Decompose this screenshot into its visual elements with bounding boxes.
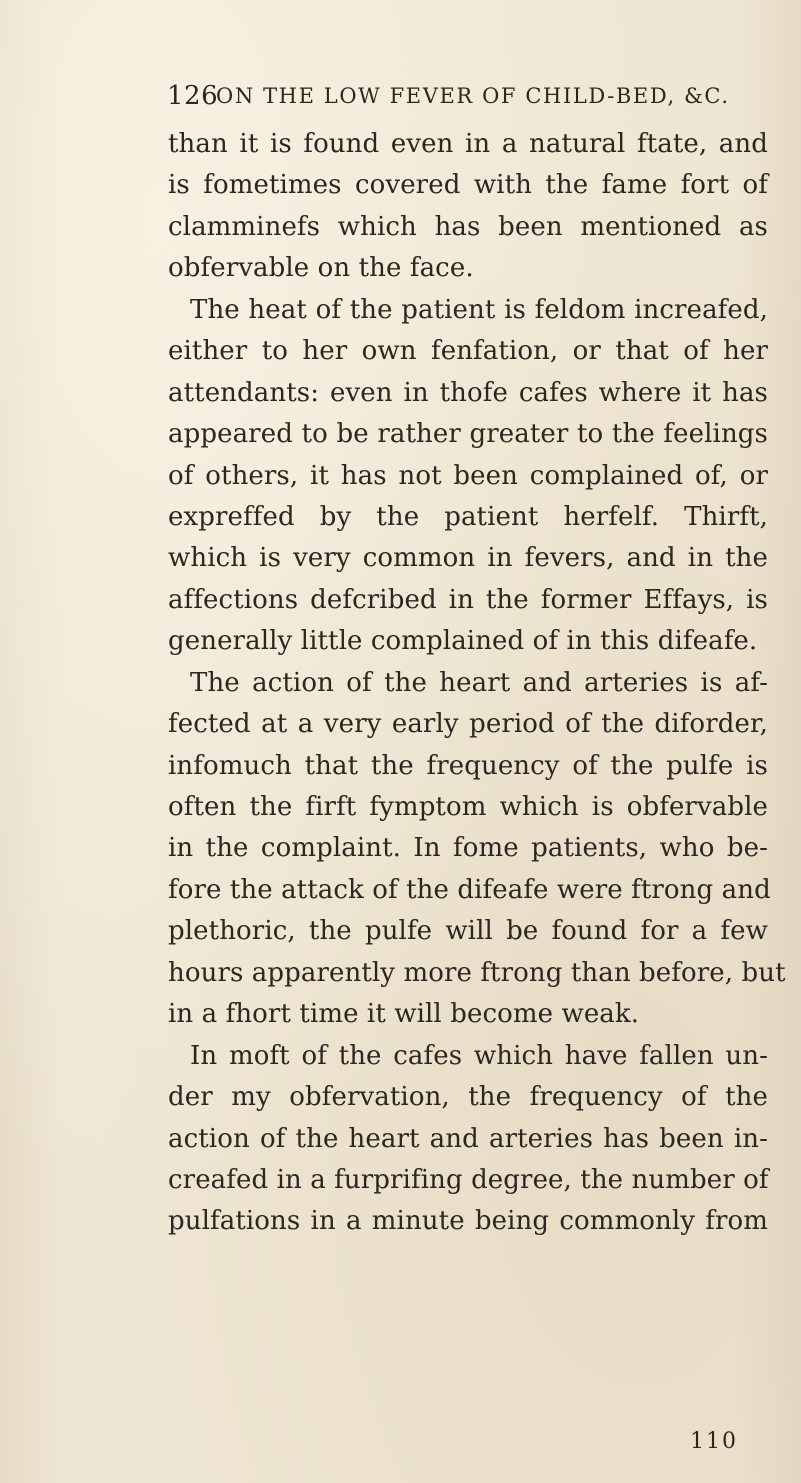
text-line: generally little complained of in this difeafe. [168, 626, 758, 657]
text-line: action of the heart and arteries has been in- [168, 1123, 768, 1154]
text-line: attendants: even in thofe cafes where it has [168, 377, 768, 408]
text-line: is fometimes covered with the fame fort of [168, 170, 768, 201]
text-line: pulfations in a minute being commonly from [168, 1206, 768, 1237]
text-line: fected at a very early period of the diforder, [168, 709, 768, 740]
body-text [168, 124, 786, 1243]
text-line: hours apparently more ftrong than before, but [168, 957, 786, 988]
text-line: which is very common in fevers, and in the [168, 543, 768, 574]
text-line: clamminefs which has been mentioned as [168, 211, 768, 242]
page-header [167, 74, 767, 118]
text-line: fore the attack of the difeafe were ftrong and [168, 874, 771, 905]
text-line: appeared to be rather greater to the feelings [168, 419, 768, 450]
text-line: creafed in a furprifing degree, the number of [168, 1164, 769, 1195]
text-line: plethoric, the pulfe will be found for a few [168, 916, 768, 947]
text-line: affections defcribed in the former Effays, is [168, 584, 768, 615]
text-line: either to her own fenfation, or that of her [168, 336, 768, 367]
text-line: of others, it has not been complained of, or [168, 460, 768, 491]
text-line: infomuch that the frequency of the pulfe is [168, 750, 768, 781]
text-line: The action of the heart and arteries is af- [190, 667, 768, 698]
text-line: in a fhort time it will become weak. [168, 999, 640, 1030]
text-line: obfervable on the face. [168, 253, 474, 284]
page-number: 126 [167, 81, 219, 111]
text-line: than it is found even in a natural ftate, and [168, 129, 768, 159]
text-line: often the firft fymptom which is obfervable [168, 792, 768, 822]
catchword: 110 [690, 1429, 738, 1454]
text-line: der my obfervation, the frequency of the [168, 1082, 768, 1113]
text-line: In moft of the cafes which have fallen un- [190, 1040, 768, 1071]
text-line: The heat of the patient is feldom increafed, [190, 294, 768, 325]
running-head: ON THE LOW FEVER OF CHILD-BED, &C. [216, 84, 730, 108]
text-line: expreffed by the patient herfelf. Thirft, [168, 501, 768, 532]
text-line: in the complaint. In fome patients, who be- [168, 833, 768, 864]
